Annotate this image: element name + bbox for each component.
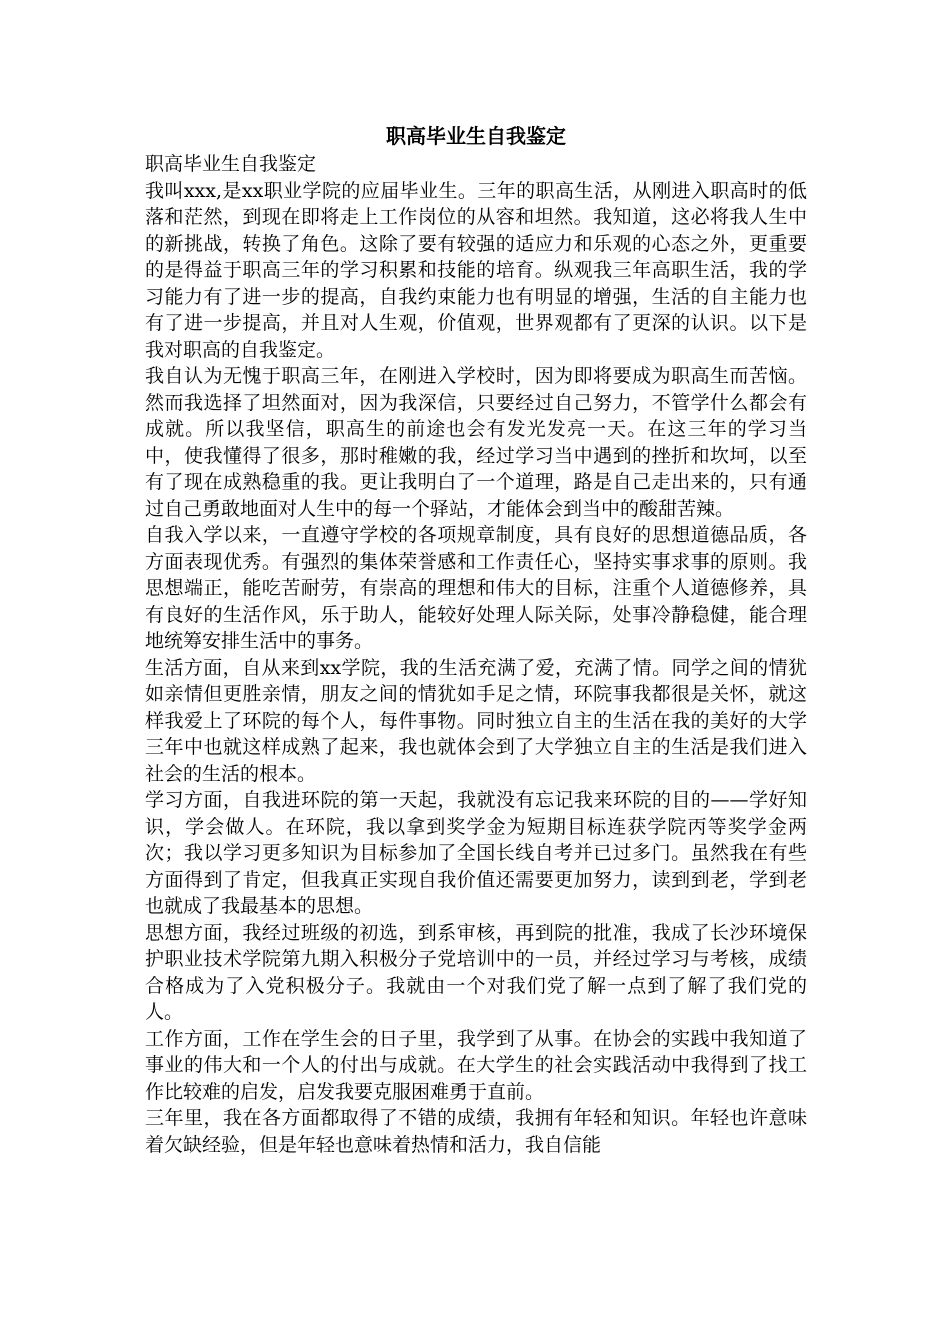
- paragraph-work: 工作方面，工作在学生会的日子里，我学到了从事。在协会的实践中我知道了事业的伟大和一个人的付出与成就。在大学生的社会实践活动中我得到了找工作比较难的启发，启发我要克服困难勇于直前。: [145, 1027, 807, 1103]
- paragraph-self-assessment: 我自认为无愧于职高三年，在刚进入学校时，因为即将要成为职高生而苦恼。然而我选择了坦然面对，因为我深信，只要经过自己努力，不管学什么都会有成就。所以我坚信，职高生的前途也会有发光发亮一天。在这三年的学习当中，使我懂得了很多，那时稚嫩的我，经过学习当中遇到的挫折和坎坷，以至有了现在成熟稳重的我。更让我明白了一个道理，路是自己走出来的，只有通过自己勇敢地面对人生中的每一个驿站，才能体会到当中的酸甜苦辣。: [145, 365, 807, 520]
- paragraph-summary: 三年里，我在各方面都取得了不错的成绩，我拥有年轻和知识。年轻也许意味着欠缺经验，但是年轻也意味着热情和活力，我自信能: [145, 1107, 807, 1156]
- document-body: [145, 121, 807, 1158]
- paragraph-study: 学习方面，自我进环院的第一天起，我就没有忘记我来环院的目的——学好知识，学会做人。在环院，我以拿到奖学金为短期目标连获学院丙等奖学金两次；我以学习更多知识为目标参加了全国长线自考并已过多门。虽然我在有些方面得到了肯定，但我真正实现自我价值还需要更加努力，读到到老，学到老也就成了我最基本的思想。: [145, 789, 807, 917]
- paragraph-intro: 我叫xxx,是xx职业学院的应届毕业生。三年的职高生活，从刚进入职高时的低落和茫然，到现在即将走上工作岗位的从容和坦然。我知道，这必将我人生中的新挑战，转换了角色。这除了要有较强的适应力和乐观的心态之外，更重要的是得益于职高三年的学习积累和技能的培育。纵观我三年高职生活，我的学习能力有了进一步的提高，自我约束能力也有明显的增强，生活的自主能力也有了进一步提高，并且对人生观，价值观，世界观都有了更深的认识。以下是我对职高的自我鉴定。: [145, 179, 807, 361]
- document-subtitle: 职高毕业生自我鉴定: [145, 153, 317, 175]
- paragraph-thought: 思想方面，我经过班级的初选，到系审核，再到院的批准，我成了长沙环境保护职业技术学院第九期入积极分子党培训中的一员，并经过学习与考核，成绩合格成为了入党积极分子。我就由一个对我们党了解一点到了解了我们党的人。: [145, 921, 807, 1023]
- paragraph-conduct: 自我入学以来，一直遵守学校的各项规章制度，具有良好的思想道德品质，各方面表现优秀。有强烈的集体荣誉感和工作责任心，坚持实事求事的原则。我思想端正，能吃苦耐劳，有崇高的理想和伟大的目标，注重个人道德修养，具有良好的生活作风，乐于助人，能较好处理人际关际，处事冷静稳健，能合理地统筹安排生活中的事务。: [145, 524, 807, 652]
- document-title: 职高毕业生自我鉴定: [386, 124, 566, 148]
- paragraph-life: 生活方面，自从来到xx学院，我的生活充满了爱，充满了情。同学之间的情犹如亲情但更胜亲情，朋友之间的情犹如手足之情，环院事我都很是关怀，就这样我爱上了环院的每个人，每件事物。同时独立自主的生活在我的美好的大学三年中也就这样成熟了起来，我也就体会到了大学独立自主的生活是我们进入社会的生活的根本。: [145, 656, 807, 785]
